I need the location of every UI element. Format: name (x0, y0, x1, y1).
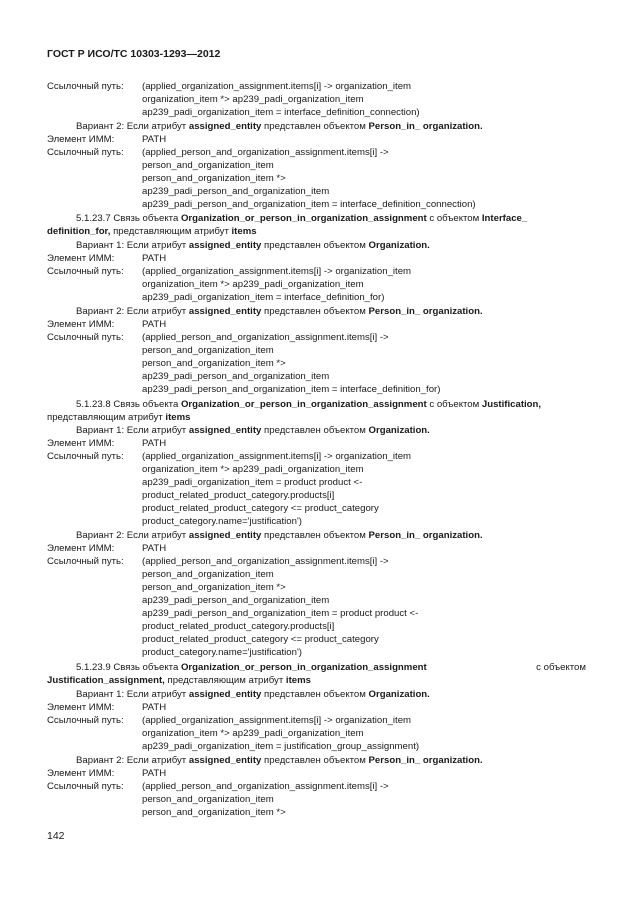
document-header: ГОСТ Р ИСО/ТС 10303-1293—2012 (47, 48, 221, 60)
text-line: person_and_organization_item (142, 160, 274, 171)
section-heading: 5.1.23.8 Связь объекта Organization_or_person_in_organization_assignment с объектом Justification, (76, 399, 542, 410)
text-line: product_related_product_category <= product_category (142, 634, 379, 645)
text-line: product_related_product_category <= product_category (142, 503, 379, 514)
text-line: Ссылочный путь: (applied_organization_assignment.items[i] -> organization_item (47, 266, 412, 277)
text-line: ap239_padi_person_and_organization_item (142, 595, 330, 606)
text-line: Элемент ИММ: PATH (47, 134, 167, 145)
ref-path-label: Ссылочный путь: (47, 81, 124, 92)
text-line: Элемент ИММ: PATH (47, 253, 167, 264)
text-line: ap239_padi_organization_item = interface_definition_connection) (142, 107, 420, 118)
text-line: organization_item *> ap239_padi_organization_item (142, 728, 364, 739)
text-line: Ссылочный путь: (applied_organization_assignment.items[i] -> organization_item (47, 451, 412, 462)
text-line: Ссылочный путь: (applied_person_and_organization_assignment.items[i] -> (47, 556, 389, 567)
text-line: organization_item *> ap239_padi_organization_item (142, 279, 364, 290)
text-line: Ссылочный путь: (applied_person_and_organization_assignment.items[i] -> (47, 781, 389, 792)
text-line: Ссылочный путь: (applied_person_and_organization_assignment.items[i] -> (47, 332, 389, 343)
text-line: Элемент ИММ: PATH (47, 543, 167, 554)
text-line: ap239_padi_organization_item = product product <- (142, 477, 363, 488)
variant-line: Вариант 1: Если атрибут assigned_entity представлен объектом Organization. (76, 425, 430, 436)
text-line: person_and_organization_item *> (142, 358, 286, 369)
text-line: Элемент ИММ: PATH (47, 438, 167, 449)
text-line: ap239_padi_organization_item = justification_group_assignment) (142, 741, 420, 752)
variant-line: Вариант 1: Если атрибут assigned_entity представлен объектом Organization. (76, 240, 430, 251)
text-line: product_related_product_category.products[i] (142, 490, 335, 501)
text-line: person_and_organization_item *> (142, 173, 286, 184)
section-heading-cont: definition_for, представляющим атрибут items (47, 226, 257, 237)
text-line: ap239_padi_person_and_organization_item = product product <- (142, 608, 419, 619)
text-line: Элемент ИММ: PATH (47, 319, 167, 330)
variant-line: Вариант 2: Если атрибут assigned_entity представлен объектом Person_in_ organization. (76, 121, 483, 132)
text-line: person_and_organization_item (142, 345, 274, 356)
text-line: person_and_organization_item *> (142, 807, 286, 818)
text-line: product_category.name='justification') (142, 647, 303, 658)
text-line: product_related_product_category.products[i] (142, 621, 335, 632)
variant-line: Вариант 2: Если атрибут assigned_entity представлен объектом Person_in_ organization. (76, 306, 483, 317)
text-line: Ссылочный путь: (applied_organization_assignment.items[i] -> organization_item (47, 81, 412, 92)
variant-line: Вариант 2: Если атрибут assigned_entity представлен объектом Person_in_ organization. (76, 755, 483, 766)
text-line: organization_item *> ap239_padi_organization_item (142, 464, 364, 475)
text-line: Элемент ИММ: PATH (47, 768, 167, 779)
text-line: product_category.name='justification') (142, 516, 303, 527)
text-line: Ссылочный путь: (applied_organization_assignment.items[i] -> organization_item (47, 715, 412, 726)
variant-line: Вариант 1: Если атрибут assigned_entity представлен объектом Organization. (76, 689, 430, 700)
text-line: ap239_padi_organization_item = interface_definition_for) (142, 292, 385, 303)
section-heading: 5.1.23.9 Связь объекта Organization_or_person_in_organization_assignment с объектом (76, 662, 586, 673)
text-line: organization_item *> ap239_padi_organization_item (142, 94, 364, 105)
text-line: person_and_organization_item *> (142, 582, 286, 593)
text-line: Ссылочный путь: (applied_person_and_organization_assignment.items[i] -> (47, 147, 389, 158)
section-heading-cont: Justification_assignment, представляющим атрибут items (47, 675, 311, 686)
text-line: ap239_padi_person_and_organization_item (142, 371, 330, 382)
variant-line: Вариант 2: Если атрибут assigned_entity представлен объектом Person_in_ organization. (76, 530, 483, 541)
section-heading: 5.1.23.7 Связь объекта Organization_or_person_in_organization_assignment с объектом Interface_ (76, 213, 528, 224)
text-line: person_and_organization_item (142, 794, 274, 805)
section-heading-cont: представляющим атрибут items (47, 412, 191, 423)
text-line: person_and_organization_item (142, 569, 274, 580)
page-number: 142 (47, 830, 65, 842)
text-line: Элемент ИММ: PATH (47, 702, 167, 713)
text-line: ap239_padi_person_and_organization_item = interface_definition_for) (142, 384, 441, 395)
text-line: ap239_padi_person_and_organization_item (142, 186, 330, 197)
text-line: ap239_padi_person_and_organization_item = interface_definition_connection) (142, 199, 476, 210)
